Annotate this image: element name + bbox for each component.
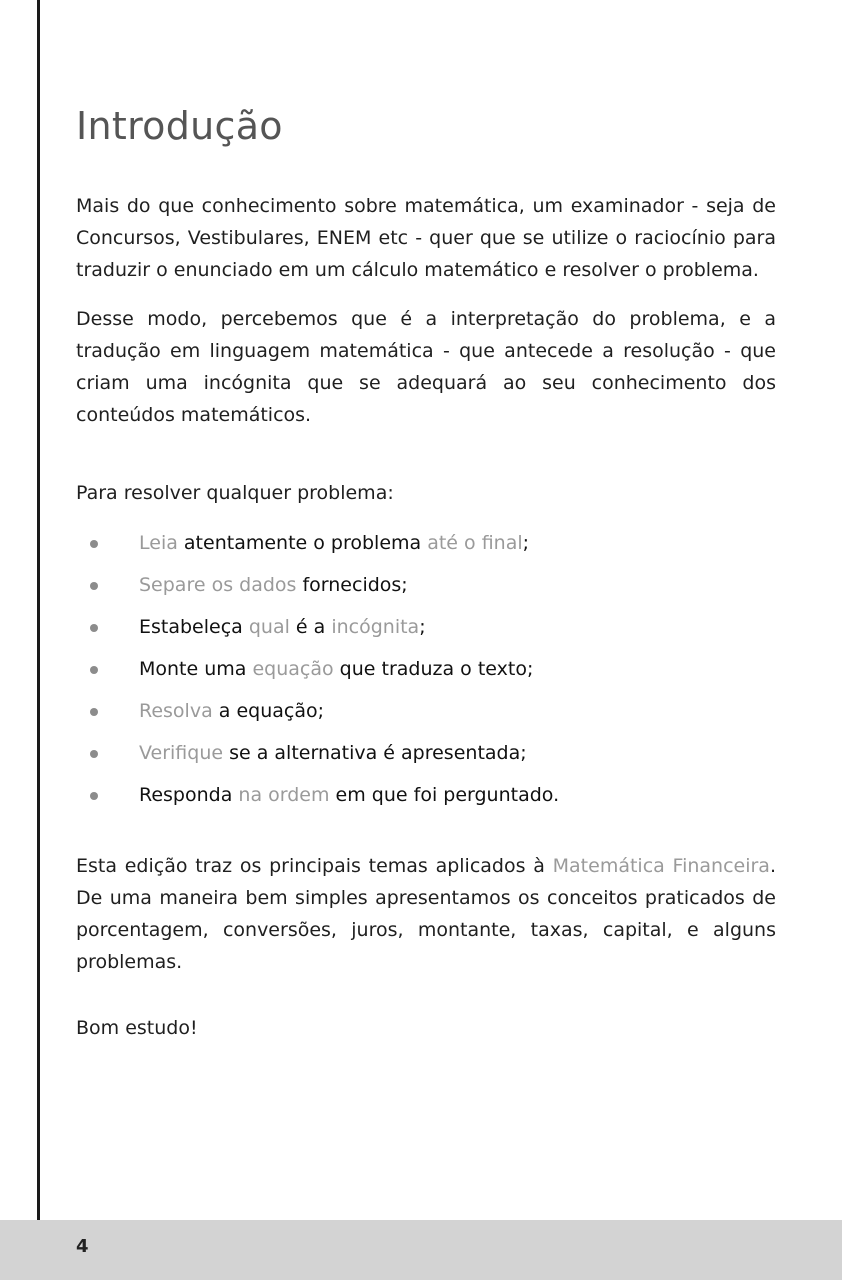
bullet-icon [90,708,98,716]
list-item: Verifique se a alternativa é apresentada; [76,742,776,764]
bullet-icon [90,792,98,800]
list-item: Resolva a equação; [76,700,776,722]
closing-line: Bom estudo! [76,1016,198,1039]
margin-rule [37,0,40,1280]
page-number: 4 [76,1236,89,1257]
edition-paragraph: Esta edição traz os principais temas aplicados à Matemática Financeira. De uma maneira bem simples apresentamos os conceitos praticados de porcentagem, conversões, juros, montante, taxas, capital, e alguns problemas. [76,854,776,973]
list-item: Leia atentamente o problema até o final; [76,532,776,554]
bullet-icon [90,624,98,632]
footer-bar [0,1220,842,1280]
page-title: Introdução [76,104,283,148]
highlight-term: Matemática Financeira [552,854,770,877]
bullet-icon [90,666,98,674]
bullet-icon [90,582,98,590]
page-content [76,104,776,1044]
bullet-icon [90,540,98,548]
list-item: Estabeleça qual é a incógnita; [76,616,776,638]
steps-list [76,532,776,806]
bullet-icon [90,750,98,758]
list-item: Responda na ordem em que foi perguntado. [76,784,776,806]
list-item: Separe os dados fornecidos; [76,574,776,596]
steps-heading: Para resolver qualquer problema: [76,481,394,504]
intro-paragraph-2: Desse modo, percebemos que é a interpretação do problema, e a tradução em linguagem matemática - que antecede a resolução - que criam uma incógnita que se adequará ao seu conhecimento dos conteúdos matemáticos. [76,307,776,426]
intro-paragraph-1: Mais do que conhecimento sobre matemática, um examinador - seja de Concursos, Vestibulares, ENEM etc - quer que se utilize o raciocínio para traduzir o enunciado em um cálculo matemático e resolver o problema. [76,194,776,281]
list-item: Monte uma equação que traduza o texto; [76,658,776,680]
